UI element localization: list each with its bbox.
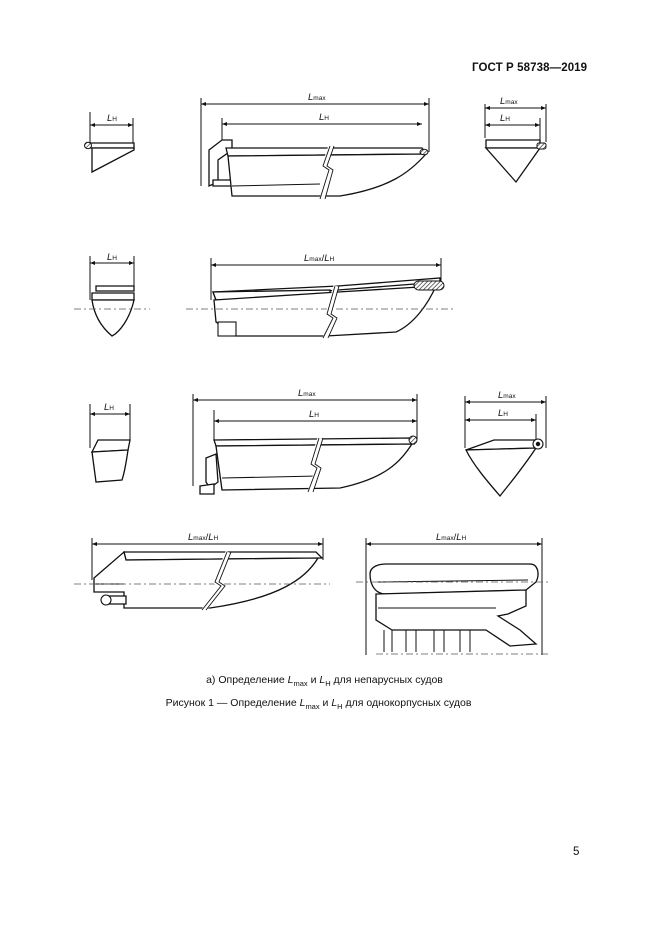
- svg-text:Lmax/LH: Lmax/LH: [188, 532, 219, 543]
- svg-text:LH: LH: [107, 252, 117, 263]
- svg-text:Lmax: Lmax: [308, 92, 326, 103]
- svg-text:Lmax: Lmax: [298, 388, 316, 399]
- document-header: ГОСТ Р 58738—2019: [472, 62, 588, 74]
- row1-main-boat: [201, 92, 429, 200]
- row1-right-section: [485, 96, 546, 182]
- figure-caption: Рисунок 1 — Определение $L_{max}$ и $L_H$ для однокорпусных судов: [165, 697, 472, 712]
- row3-right-section: [465, 390, 546, 496]
- svg-text:LH: LH: [107, 113, 117, 124]
- svg-text:LH: LH: [319, 112, 329, 123]
- row2-left-section: [74, 252, 150, 336]
- row2-main-boat: [186, 253, 454, 338]
- svg-text:Lmax/LH: Lmax/LH: [304, 253, 335, 264]
- svg-text:Lmax: Lmax: [498, 390, 516, 401]
- row3-main-boat: [193, 388, 417, 494]
- svg-text:Lmax: Lmax: [500, 96, 518, 107]
- row1-left-section: [85, 112, 135, 172]
- page-number: 5: [573, 846, 580, 858]
- row3-left-section: [90, 402, 130, 482]
- svg-text:LH: LH: [500, 113, 510, 124]
- row4-left-boat: [74, 532, 330, 610]
- svg-text:LH: LH: [104, 402, 114, 413]
- svg-text:LH: LH: [498, 408, 508, 419]
- subfigure-caption: а) Определение $L_{max}$ и $L_H$ для непарусных судов: [206, 674, 443, 689]
- svg-text:LH: LH: [309, 409, 319, 420]
- row4-right-boat: [356, 532, 550, 655]
- svg-text:Lmax/LH: Lmax/LH: [436, 532, 467, 543]
